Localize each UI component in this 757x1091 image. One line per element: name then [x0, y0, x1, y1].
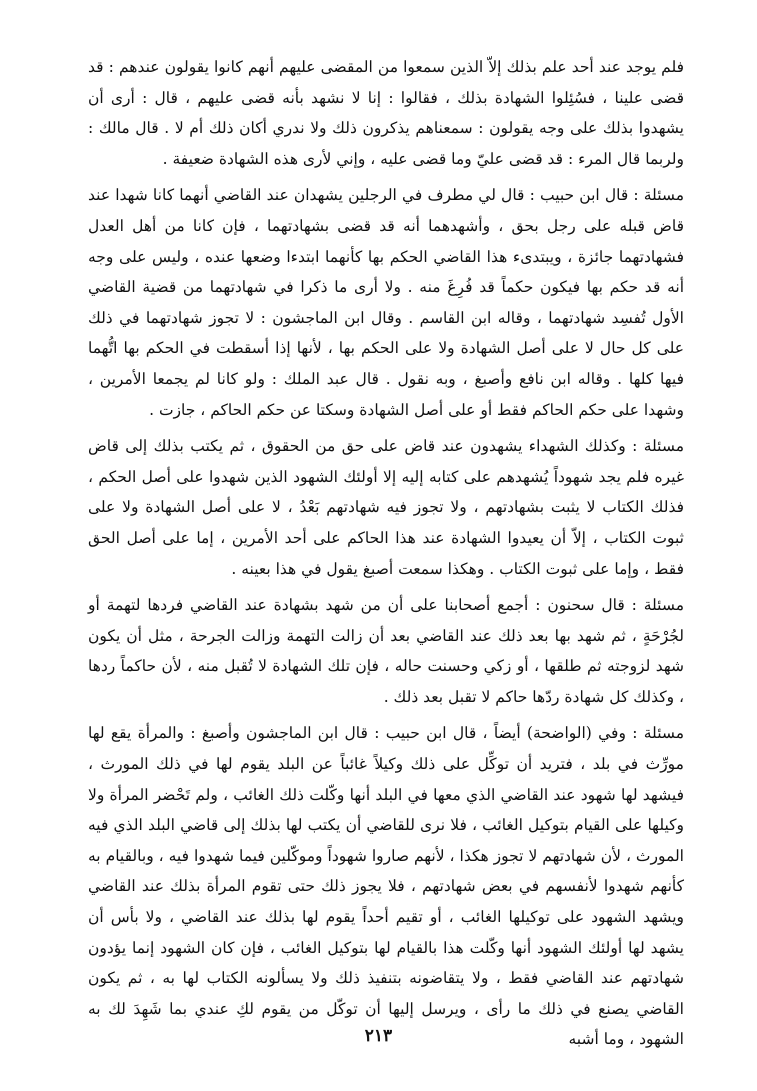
body-text	[88, 52, 684, 1061]
paragraph-1: فلم يوجد عند أحد علم بذلك إلاّ الذين سمعوا من المقضى عليهم أنهم كانوا يقولون عندهم : قد قضى علينا ، فسُئِلوا الشهادة بذلك ، فقالوا : إنا لا نشهد بأنه قضى عليهم ، قال : أرى أن يشهدوا بذلك على وجه يقولون : سمعناهم يذكرون ذلك ولا ندري أكان ذلك أم لا . قال مالك : ولربما قال المرء : قد قضى عليّ وما قضى عليه ، وإني لأرى هذه الشهادة ضعيفة .	[88, 58, 684, 168]
paragraph-3: مسئلة : وكذلك الشهداء يشهدون عند قاض على حق من الحقوق ، ثم يكتب بذلك إلى قاض غيره فلم يجد شهوداً يُشهدهم على كتابه إليه إلا أولئك الشهود الذين شهدوا على أصل الحكم ، فذلك الكتاب لا يثبت بشهادتهم ، ولا تجوز فيه شهادتهم بَعْدُ ، لا على أصل الشهادة ولا على ثبوت الكتاب ، إلاّ أن يعيدوا الشهادة عند هذا الحاكم على أحد الأمرين ، إما على أصل الحق فقط ، وإما على ثبوت الكتاب . وهكذا سمعت أصبغ يقول في هذا بعينه .	[88, 437, 684, 578]
paragraph-4: مسئلة : قال سحنون : أجمع أصحابنا على أن من شهد بشهادة عند القاضي فردها لتهمة أو لجُرْحَةٍ ، ثم شهد بها بعد ذلك عند القاضي بعد أن زالت التهمة وزالت الجرحة ، مثل أن يكون شهد لزوجته ثم طلقها ، أو زكي وحسنت حاله ، فإن تلك الشهادة لا تُقبل منه ، لأن حاكماً ردها ، وكذلك كل شهادة ردّها حاكم لا تقبل بعد ذلك .	[88, 596, 684, 706]
paragraph-5: مسئلة : وفي (الواضحة) أيضاً ، قال ابن حبيب : قال ابن الماجشون وأصبغ : والمرأة يقع لها مورِّث في بلد ، فتريد أن توكِّل على ذلك وكيلاً غائباً عن البلد يقوم لها في ذلك المورث ، فيشهد لها شهود عند القاضي الذي معها في البلد أنها وكّلت ذلك الغائب ، ولم تَحْضر المرأة ولا وكيلها على القيام بتوكيل الغائب ، فلا نرى للقاضي أن يكتب لها بذلك إلى قاضي البلد الذي فيه المورث ، لأن شهادتهم لا تجوز هكذا ، لأنهم صاروا شهوداً وموكّلين فيما شهدوا فيه ، وبالقيام به كأنهم شهدوا لأنفسهم في بعض شهادتهم ، فلا يجوز ذلك حتى تقوم المرأة بذلك عند القاضي ويشهد الشهود على توكيلها الغائب ، أو تقيم أحداً يقوم لها بذلك عند القاضي ، ولا بأس أن يشهد لها أولئك الشهود أنها وكّلت هذا بالقيام لها بتوكيل الغائب ، فإن كان الشهود إنما يؤدون شهادتهم عند القاضي فقط ، ولا يتقاضونه بتنفيذ ذلك ولا يسألونه الكتاب لها به ، ثم يكون القاضي يصنع في ذلك ما رأى ، ويرسل إليها أن توكّل من يقوم لكِ عندي بما شَهِدَ لك به الشهود ، وما أشبه	[88, 724, 684, 1049]
paragraph-2: مسئلة : قال ابن حبيب : قال لي مطرف في الرجلين يشهدان عند القاضي أنهما كانا شهدا عند قاض قبله على رجل بحق ، وأشهدهما أنه قد قضى بشهادتهما ، فإن كانا من أهل العدل فشهادتهما جائزة ، ويبتدىء هذا القاضي الحكم بها كأنهما ابتدءا وضعها عنده ، وليس على وجه أنه قد حكم بها فيكون حكماً قد فُرِغَ منه . ولا أرى ما ذكرا في شهادتهما من قضية القاضي الأول تُفسِد شهادتهما ، وقاله ابن القاسم . وقال ابن الماجشون : لا تجوز شهادتهما في ذلك على كل حال لا على أصل الشهادة ولا على الحكم بها ، لأنها إذا أسقطت في الحكم بها اتُّهما فيها كلها . وقاله ابن نافع وأصبغ ، وبه نقول . قال عبد الملك : ولو كانا لم يجمعا الأمرين ، وشهدا على حكم الحاكم فقط أو على أصل الشهادة وسكتا عن حكم الحاكم ، جازت .	[88, 186, 684, 419]
page-number: ٢١٣	[364, 1026, 393, 1046]
